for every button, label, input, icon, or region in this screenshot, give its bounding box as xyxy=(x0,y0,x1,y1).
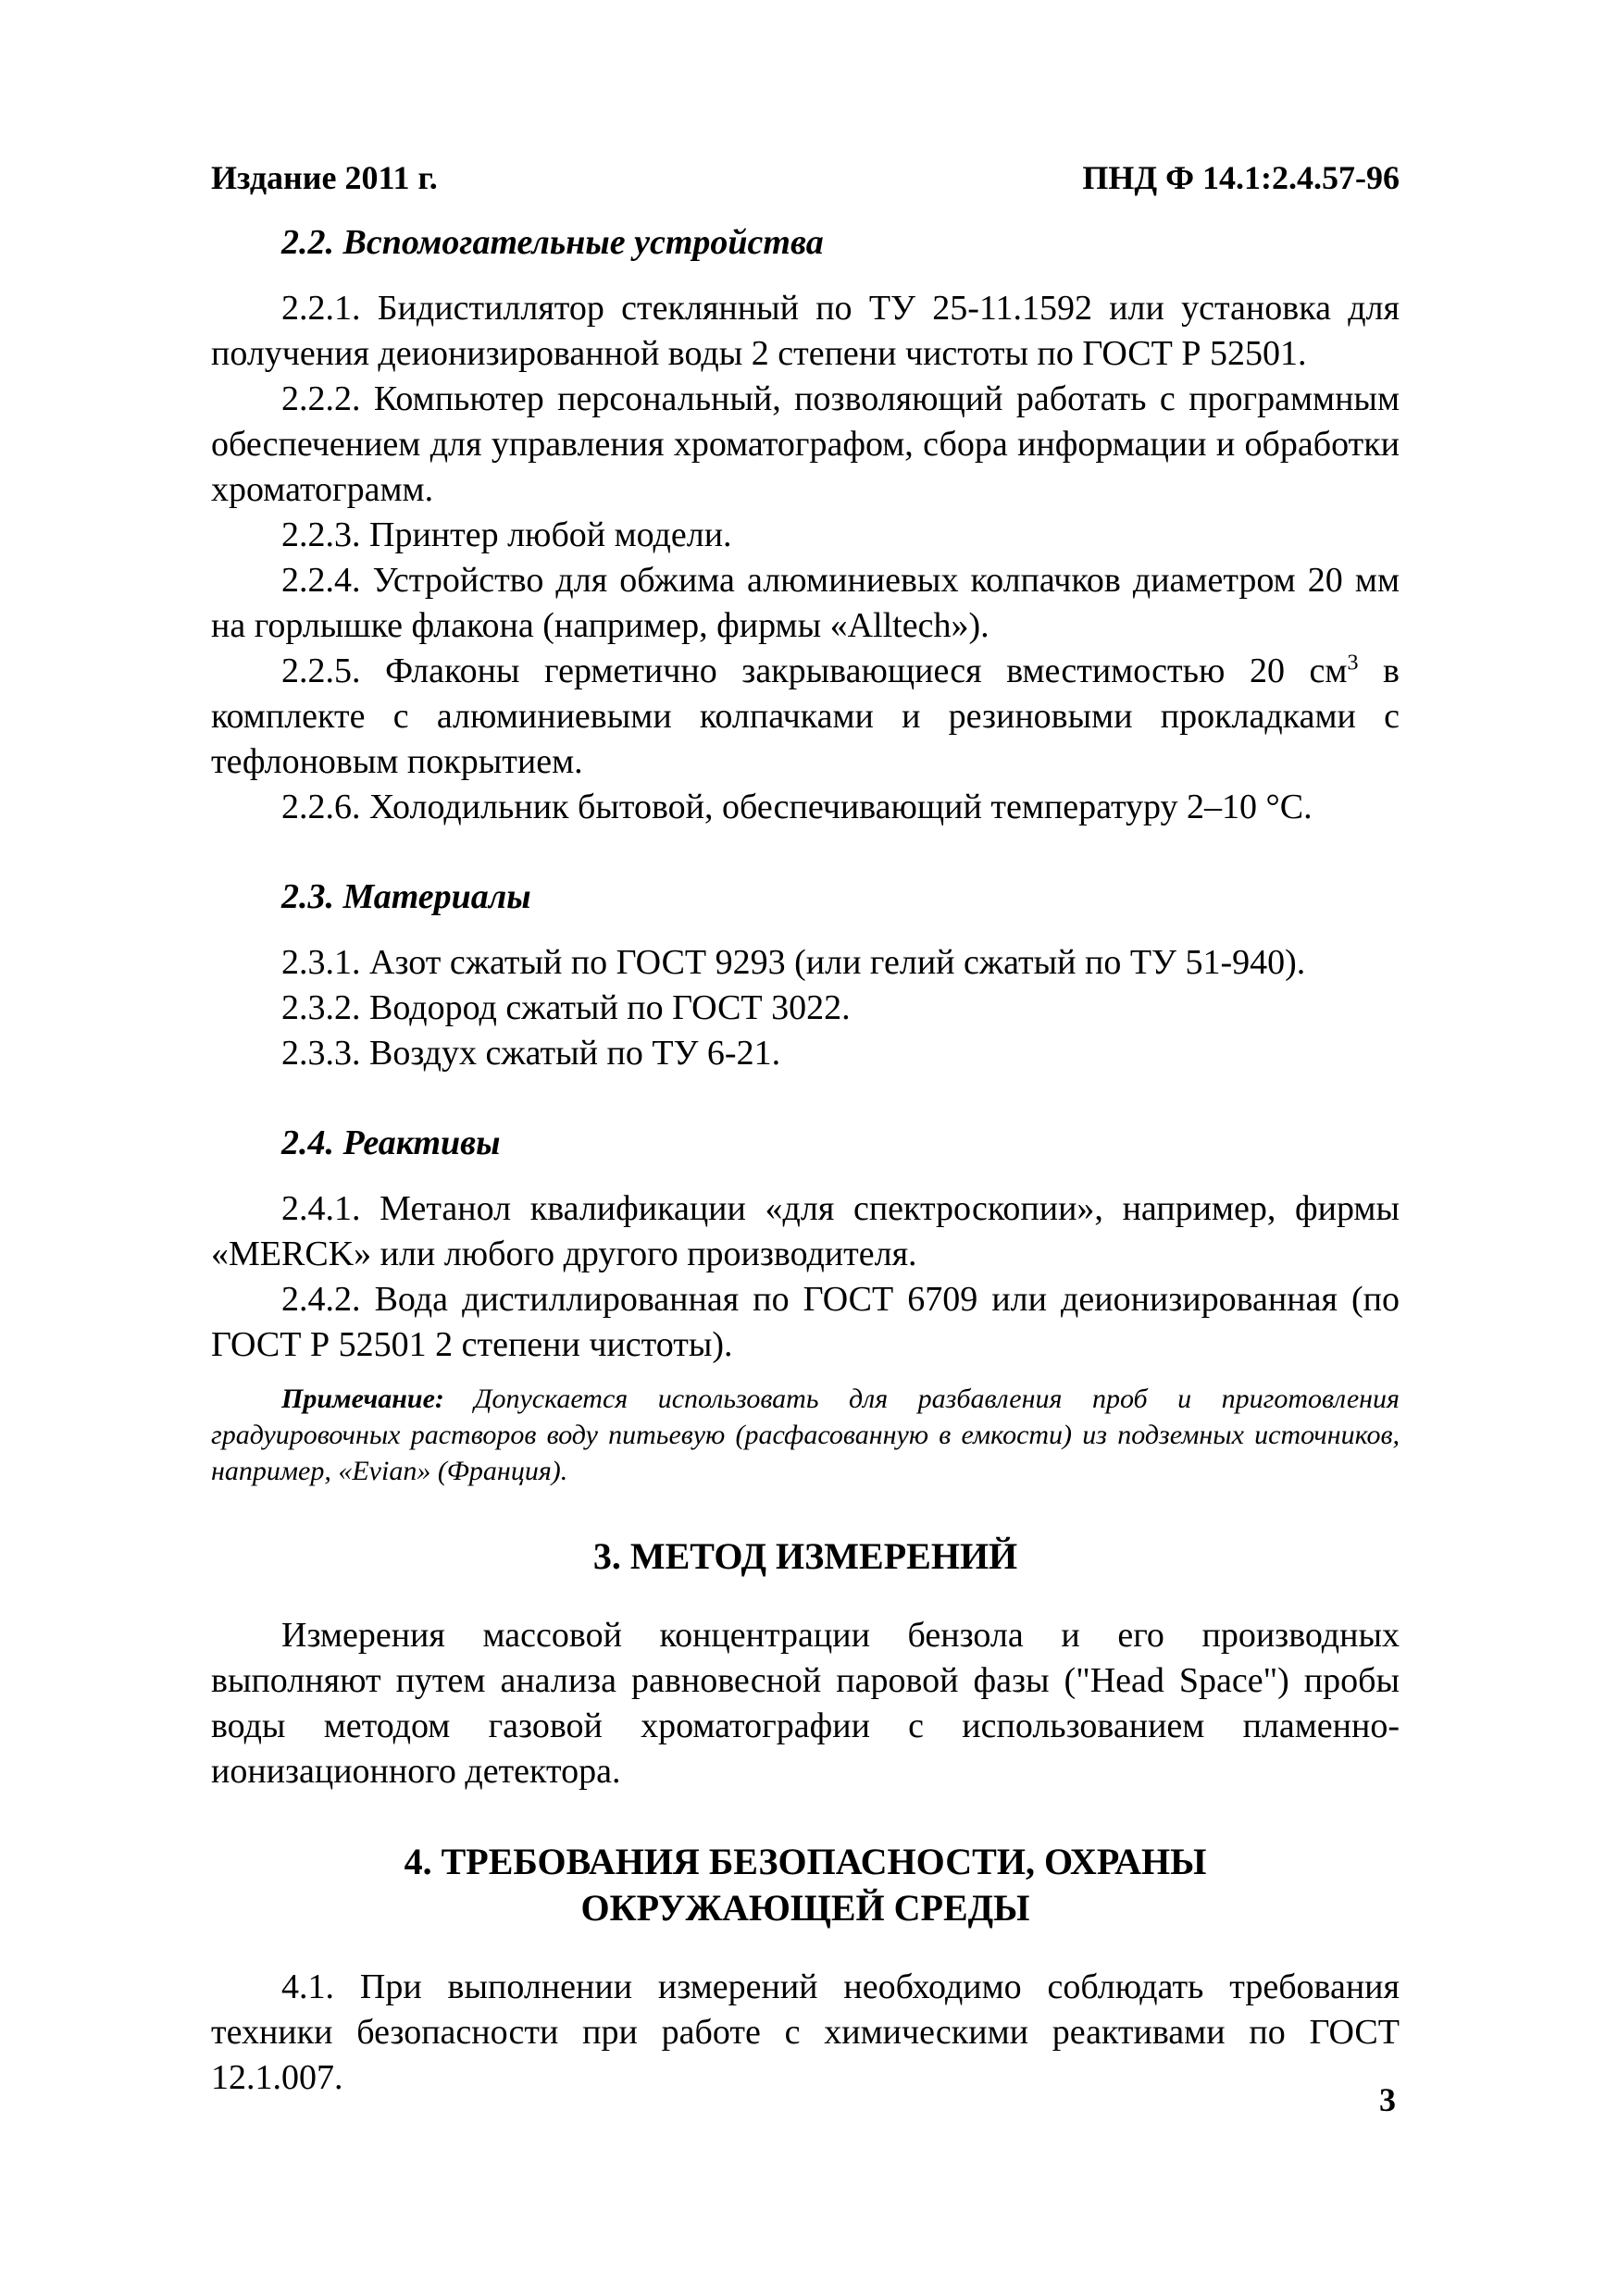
paragraph-2-2-5 xyxy=(211,649,1400,785)
section-title-2-2: 2.2. Вспомогательные устройства xyxy=(281,223,824,262)
paragraph-2-2-6: 2.2.6. Холодильник бытовой, обеспечивающий температуру 2–10 °С. xyxy=(281,788,1313,826)
paragraph-4-1: 4.1. При выполнении измерений необходимо соблюдать требования техники безопасности при работе с химическими реактивами по ГОСТ 12.1.007. xyxy=(211,1967,1400,2097)
page-header xyxy=(211,159,1400,196)
paragraph-2-3-2: 2.3.2. Водород сжатый по ГОСТ 3022. xyxy=(281,988,851,1027)
paragraph-3: Измерения массовой концентрации бензола и его производных выполняют путем анализа равновесной паровой фазы ("Head Space") пробы воды методом газовой хроматографии с использованием пламенно-ионизационного детектора. xyxy=(211,1616,1400,1791)
paragraph-2-3-3: 2.3.3. Воздух сжатый по ТУ 6-21. xyxy=(281,1034,781,1073)
paragraph-2-2-4: 2.2.4. Устройство для обжима алюминиевых колпачков диаметром 20 мм на горлышке флакона (например, фирмы «Alltech»). xyxy=(211,561,1400,645)
note-label: Примечание: xyxy=(281,1384,444,1414)
paragraph-2-2-5-part2: в комплекте с алюминиевыми колпачками и резиновыми прокладками с тефлоновым покрытием. xyxy=(211,652,1400,781)
document-code: ПНД Ф 14.1:2.4.57-96 xyxy=(1082,159,1400,196)
page-number: 3 xyxy=(1379,2081,1396,2118)
section-title-2-4: 2.4. Реактивы xyxy=(281,1123,501,1162)
section-title-2-3: 2.3. Материалы xyxy=(281,877,531,916)
note xyxy=(211,1381,1400,1489)
section-heading-4-line1: 4. ТРЕБОВАНИЯ БЕЗОПАСНОСТИ, ОХРАНЫ xyxy=(404,1841,1207,1882)
paragraph-2-2-1: 2.2.1. Бидистиллятор стеклянный по ТУ 25-11.1592 или установка для получения деионизированной воды 2 степени чистоты по ГОСТ Р 52501. xyxy=(211,289,1400,373)
section-heading-4-line2: ОКРУЖАЮЩЕЙ СРЕДЫ xyxy=(580,1887,1030,1929)
paragraph-2-2-3: 2.2.3. Принтер любой модели. xyxy=(281,515,732,554)
edition-label: Издание 2011 г. xyxy=(211,159,438,196)
cubic-superscript: 3 xyxy=(1347,651,1359,676)
paragraph-2-2-2: 2.2.2. Компьютер персональный, позволяющий работать с программным обеспечением для управления хроматографом, сбора информации и обработки хроматограмм. xyxy=(211,379,1400,509)
paragraph-2-2-5-part1: 2.2.5. Флаконы герметично закрывающиеся вместимостью 20 см xyxy=(281,652,1348,690)
paragraph-2-4-2: 2.4.2. Вода дистиллированная по ГОСТ 6709 или деионизированная (по ГОСТ Р 52501 2 степени чистоты). xyxy=(211,1280,1400,1364)
note-text: Допускается использовать для разбавления проб и приготовления градуировочных растворов воду питьевую (расфасованную в емкости) из подземных источников, например, «Evian» (Франция). xyxy=(211,1384,1400,1486)
section-heading-3: 3. МЕТОД ИЗМЕРЕНИЙ xyxy=(592,1535,1018,1577)
paragraph-2-3-1: 2.3.1. Азот сжатый по ГОСТ 9293 (или гелий сжатый по ТУ 51-940). xyxy=(281,943,1306,982)
page-body xyxy=(211,220,1400,2101)
paragraph-2-4-1: 2.4.1. Метанол квалификации «для спектроскопии», например, фирмы «MERCK» или любого другого производителя. xyxy=(211,1189,1400,1273)
